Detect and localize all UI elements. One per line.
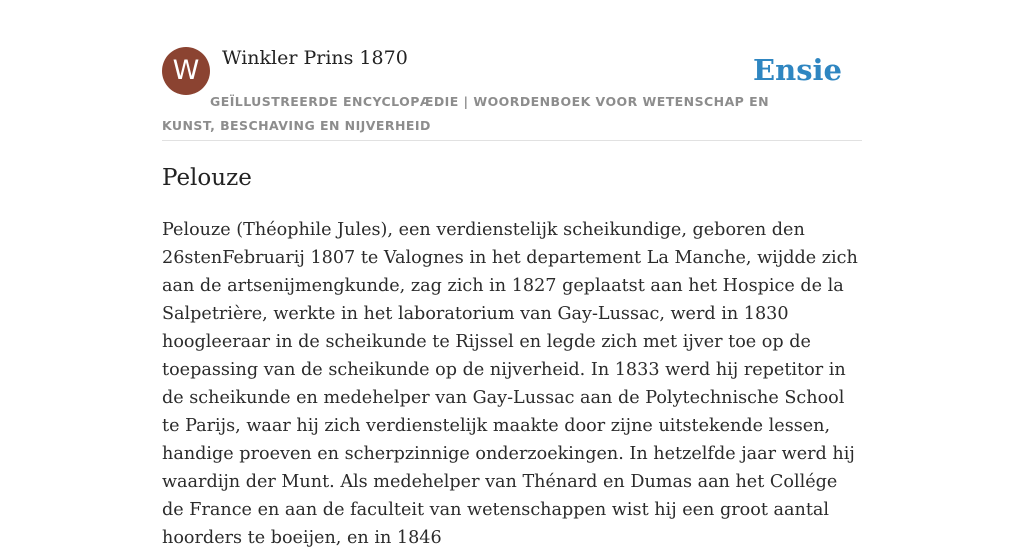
source-header bbox=[162, 46, 862, 141]
source-title[interactable]: Winkler Prins 1870 bbox=[222, 47, 408, 69]
ensie-logo[interactable]: Ensie bbox=[753, 53, 842, 87]
source-subtitle: GEÏLLUSTREERDE ENCYCLOPÆDIE | WOORDENBOEK VOOR WETENSCHAP EN KUNST, BESCHAVING EN NIJVERHEID bbox=[162, 94, 770, 133]
article-title: Pelouze bbox=[162, 165, 252, 191]
article-body: Pelouze (Théophile Jules), een verdienstelijk scheikundige, geboren den 26stenFebruarij 1807 te Valognes in het departement La Manche, wijdde zich aan de artsenijmengkunde, zag zich in 1827 geplaatst aan het Hospice de la Salpetrière, werkte in het laboratorium van Gay-Lussac, werd in 1830 hoogleeraar in de scheikunde te Rijssel en legde zich met ijver toe op de toepassing van de scheikunde op de nijverheid. In 1833 werd hij repetitor in de scheikunde en medehelper van Gay-Lussac aan de Polytechnische School te Parijs, waar hij zich verdienstelijk maakte door zijne uitstekende lessen, handige proeven en scherpzinnige onderzoekingen. In hetzelfde jaar werd hij waardijn der Munt. Als medehelper van Thénard en Dumas aan het Collége de France en aan de faculteit van wetenschappen wist hij een groot aantal hoorders te boeijen, en in 1846 bbox=[162, 220, 858, 548]
source-avatar[interactable]: W bbox=[162, 47, 210, 95]
